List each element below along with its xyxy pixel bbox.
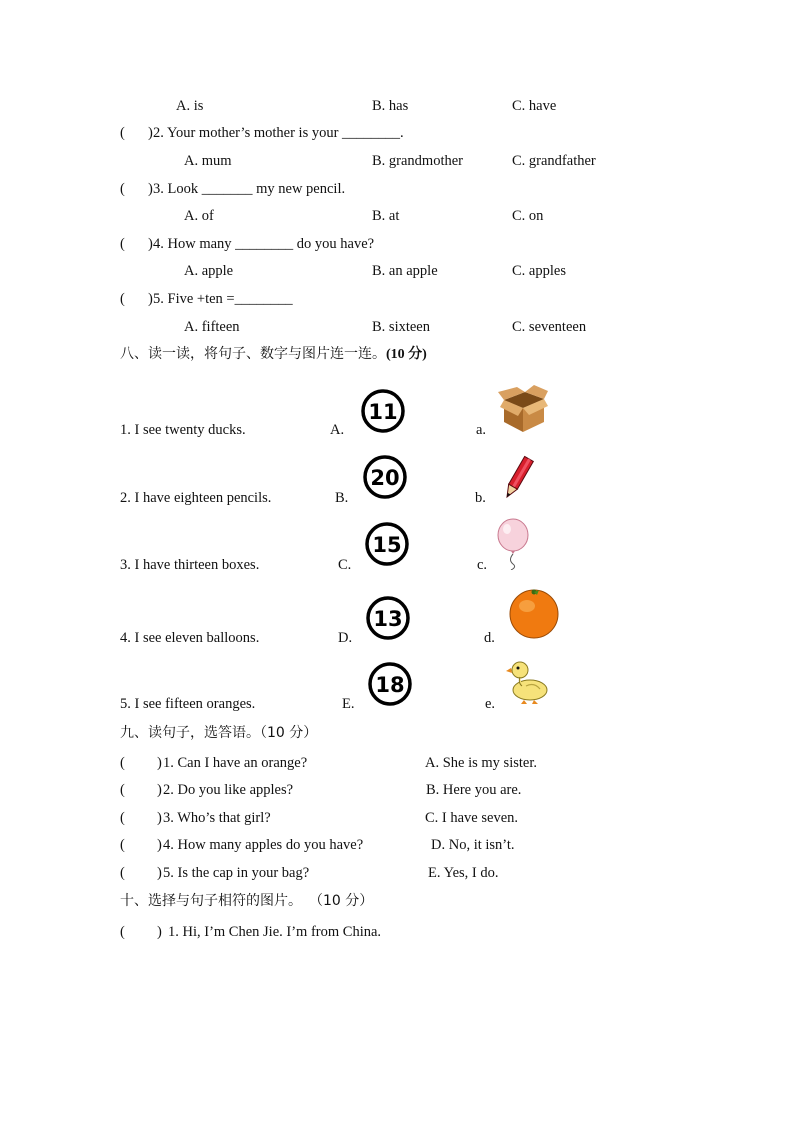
answer-paren-open: ( [120, 924, 125, 940]
badge-number: 15 [372, 533, 402, 557]
section-score: (10 分) [386, 347, 427, 362]
answer-paren-close: ) [157, 782, 162, 798]
option-b: B. sixteen [372, 319, 430, 335]
match-letter: C. [338, 557, 352, 573]
question-text: 2. Do you like apples? [163, 782, 294, 798]
box-icon [498, 384, 548, 434]
section-score: （10 分） [316, 893, 374, 909]
option-a: A. is [176, 98, 204, 114]
option-b: B. an apple [372, 263, 438, 279]
match-sentence: 4. I see eleven balloons. [120, 630, 260, 646]
badge-number: 18 [375, 673, 405, 697]
question-text: 2. Your mother’s mother is your ________. [153, 125, 404, 141]
section-title: 八、读一读，将句子、数字与图片连一连。 [120, 346, 386, 362]
answer-paren-open: ( [120, 782, 125, 798]
option-a: A. fifteen [184, 319, 240, 335]
section-10-heading [120, 892, 373, 910]
match-letter: D. [338, 630, 353, 646]
answer-paren-open: ( [120, 236, 125, 252]
option-c: C. seventeen [512, 319, 587, 335]
section-title: 九、读句子，选答语。 [120, 725, 260, 741]
picture-letter: c. [477, 557, 488, 573]
option-c: C. grandfather [512, 153, 596, 169]
question-text: 1. Can I have an orange? [163, 755, 308, 771]
match-sentence: 3. I have thirteen boxes. [120, 557, 260, 573]
number-13-badge [365, 595, 411, 641]
section-9-heading [120, 724, 317, 742]
answer-paren-close: ) [148, 236, 153, 252]
question-text: 4. How many apples do you have? [163, 837, 364, 853]
option-a: A. apple [184, 263, 234, 279]
option-b: B. at [372, 208, 400, 224]
answer-paren-open: ( [120, 837, 125, 853]
number-20-badge [362, 454, 408, 500]
answer-paren-close: ) [157, 755, 162, 771]
answer-paren-open: ( [120, 755, 125, 771]
picture-letter: e. [485, 696, 496, 712]
answer-paren-close: ) [157, 865, 162, 881]
section-title: 十、选择与句子相符的图片。 [120, 893, 302, 909]
orange-icon [508, 587, 560, 639]
picture-letter: d. [484, 630, 495, 646]
answer-option: A. She is my sister. [425, 755, 537, 771]
question-text: 5. Is the cap in your bag? [163, 865, 310, 881]
number-11-badge [360, 388, 406, 434]
number-15-badge [364, 521, 410, 567]
option-c: C. on [512, 208, 544, 224]
answer-option: D. No, it isn’t. [431, 837, 515, 853]
match-sentence: 2. I have eighteen pencils. [120, 490, 272, 506]
picture-letter: b. [475, 490, 486, 506]
answer-option: C. I have seven. [425, 810, 519, 826]
match-letter: A. [330, 422, 345, 438]
answer-paren-open: ( [120, 291, 125, 307]
question-text: 4. How many ________ do you have? [153, 236, 375, 252]
option-c: C. apples [512, 263, 566, 279]
duck-icon [506, 656, 550, 706]
badge-number: 13 [373, 607, 403, 631]
match-letter: E. [342, 696, 355, 712]
option-a: A. of [184, 208, 214, 224]
answer-paren-close: ) [157, 924, 162, 940]
badge-number: 20 [370, 466, 400, 490]
section-score: （10 分） [260, 725, 318, 741]
question-text: 3. Who’s that girl? [163, 810, 271, 826]
answer-paren-open: ( [120, 865, 125, 881]
question-text: 5. Five +ten =________ [153, 291, 293, 307]
answer-option: E. Yes, I do. [428, 865, 499, 881]
option-b: B. grandmother [372, 153, 464, 169]
answer-option: B. Here you are. [426, 782, 522, 798]
question-text: 3. Look _______ my new pencil. [153, 181, 346, 197]
answer-paren-close: ) [157, 837, 162, 853]
answer-paren-close: ) [148, 181, 153, 197]
answer-paren-open: ( [120, 181, 125, 197]
question-text: 1. Hi, I’m Chen Jie. I’m from China. [168, 924, 382, 940]
option-b: B. has [372, 98, 409, 114]
answer-paren-close: ) [157, 810, 162, 826]
match-sentence: 5. I see fifteen oranges. [120, 696, 256, 712]
pencil-icon [500, 453, 536, 503]
picture-letter: a. [476, 422, 487, 438]
section-8-heading [120, 345, 427, 364]
number-18-badge [367, 661, 413, 707]
answer-paren-open: ( [120, 810, 125, 826]
badge-number: 11 [368, 400, 398, 424]
option-a: A. mum [184, 153, 232, 169]
option-c: C. have [512, 98, 557, 114]
match-sentence: 1. I see twenty ducks. [120, 422, 246, 438]
answer-paren-open: ( [120, 125, 125, 141]
answer-paren-close: ) [148, 291, 153, 307]
balloon-icon [494, 518, 532, 570]
match-letter: B. [335, 490, 349, 506]
answer-paren-close: ) [148, 125, 153, 141]
